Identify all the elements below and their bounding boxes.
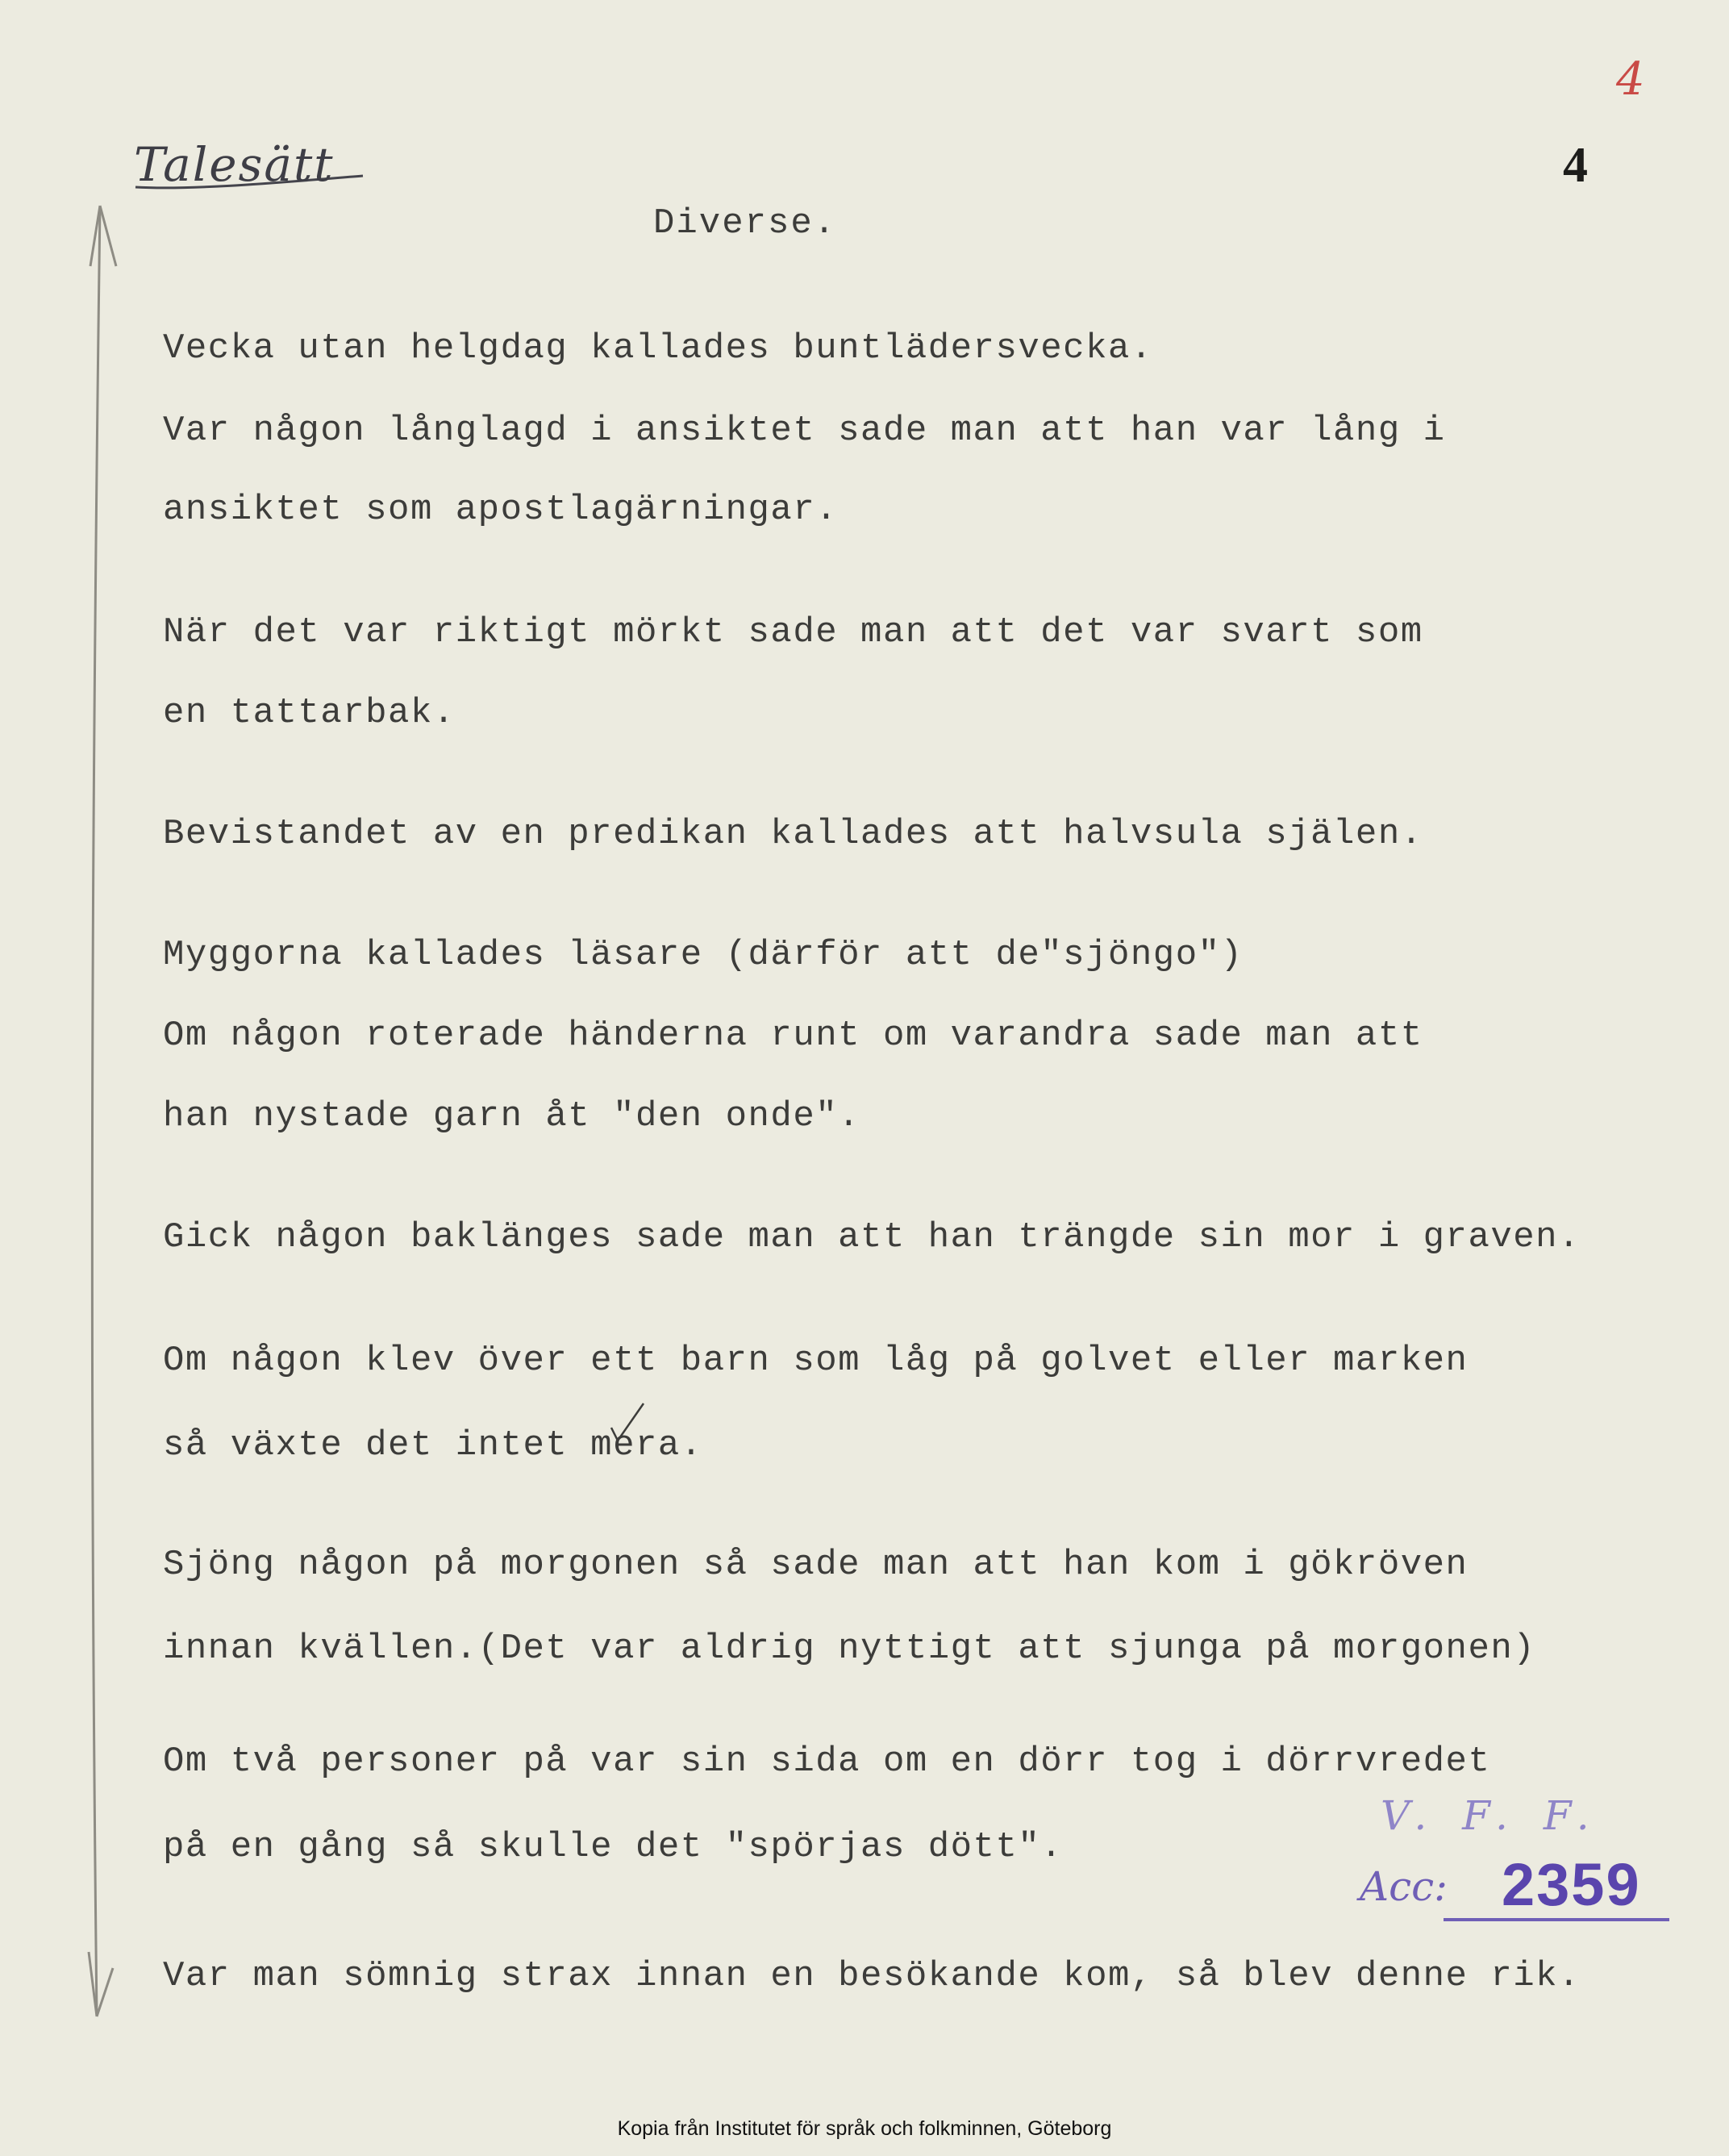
- text-line: på en gång så skulle det "spörjas dött".: [163, 1827, 1064, 1867]
- text-line: ansiktet som apostlagärningar.: [163, 490, 839, 530]
- footer-credit: Kopia från Institutet för språk och folkminnen, Göteborg: [617, 2117, 1112, 2140]
- text-line: Gick någon baklänges sade man att han trängde sin mor i graven.: [163, 1217, 1581, 1257]
- text-line: Sjöng någon på morgonen så sade man att han kom i gökröven: [163, 1545, 1469, 1585]
- stamp-initials: V. F. F.: [1381, 1792, 1601, 1839]
- red-page-number: 4: [1616, 53, 1645, 106]
- text-line: innan kvällen.(Det var aldrig nyttigt att sjunga på morgonen): [163, 1628, 1536, 1669]
- text-line: Om två personer på var sin sida om en dörr tog i dörrvredet: [163, 1741, 1491, 1782]
- text-line: så växte det intet mera.: [163, 1425, 703, 1466]
- text-line: När det var riktigt mörkt sade man att det var svart som: [163, 612, 1423, 653]
- text-line: Myggorna kallades läsare (därför att de"sjöngo"): [163, 935, 1244, 975]
- text-line: en tattarbak.: [163, 693, 456, 733]
- text-line: Bevistandet av en predikan kallades att halvsula själen.: [163, 814, 1423, 854]
- text-line: Om någon roterade händerna runt om varandra sade man att: [163, 1015, 1423, 1056]
- stamp-acc-label: Acc:: [1360, 1863, 1448, 1910]
- handwritten-heading: Talesätt: [134, 137, 335, 192]
- text-line: Var man sömnig strax innan en besökande kom, så blev denne rik.: [163, 1956, 1581, 1996]
- text-line: Vecka utan helgdag kallades buntlädersvecka.: [163, 328, 1153, 369]
- document-title: Diverse.: [653, 203, 837, 244]
- text-line: Om någon klev över ett barn som låg på golvet eller marken: [163, 1341, 1469, 1381]
- text-line: han nystade garn åt "den onde".: [163, 1096, 861, 1136]
- text-line: Var någon långlagd i ansiktet sade man att han var lång i: [163, 411, 1446, 451]
- typed-page-number: 4: [1563, 138, 1588, 193]
- stamp-underline: [1444, 1918, 1669, 1921]
- stamp-acc-number: 2359: [1502, 1851, 1641, 1918]
